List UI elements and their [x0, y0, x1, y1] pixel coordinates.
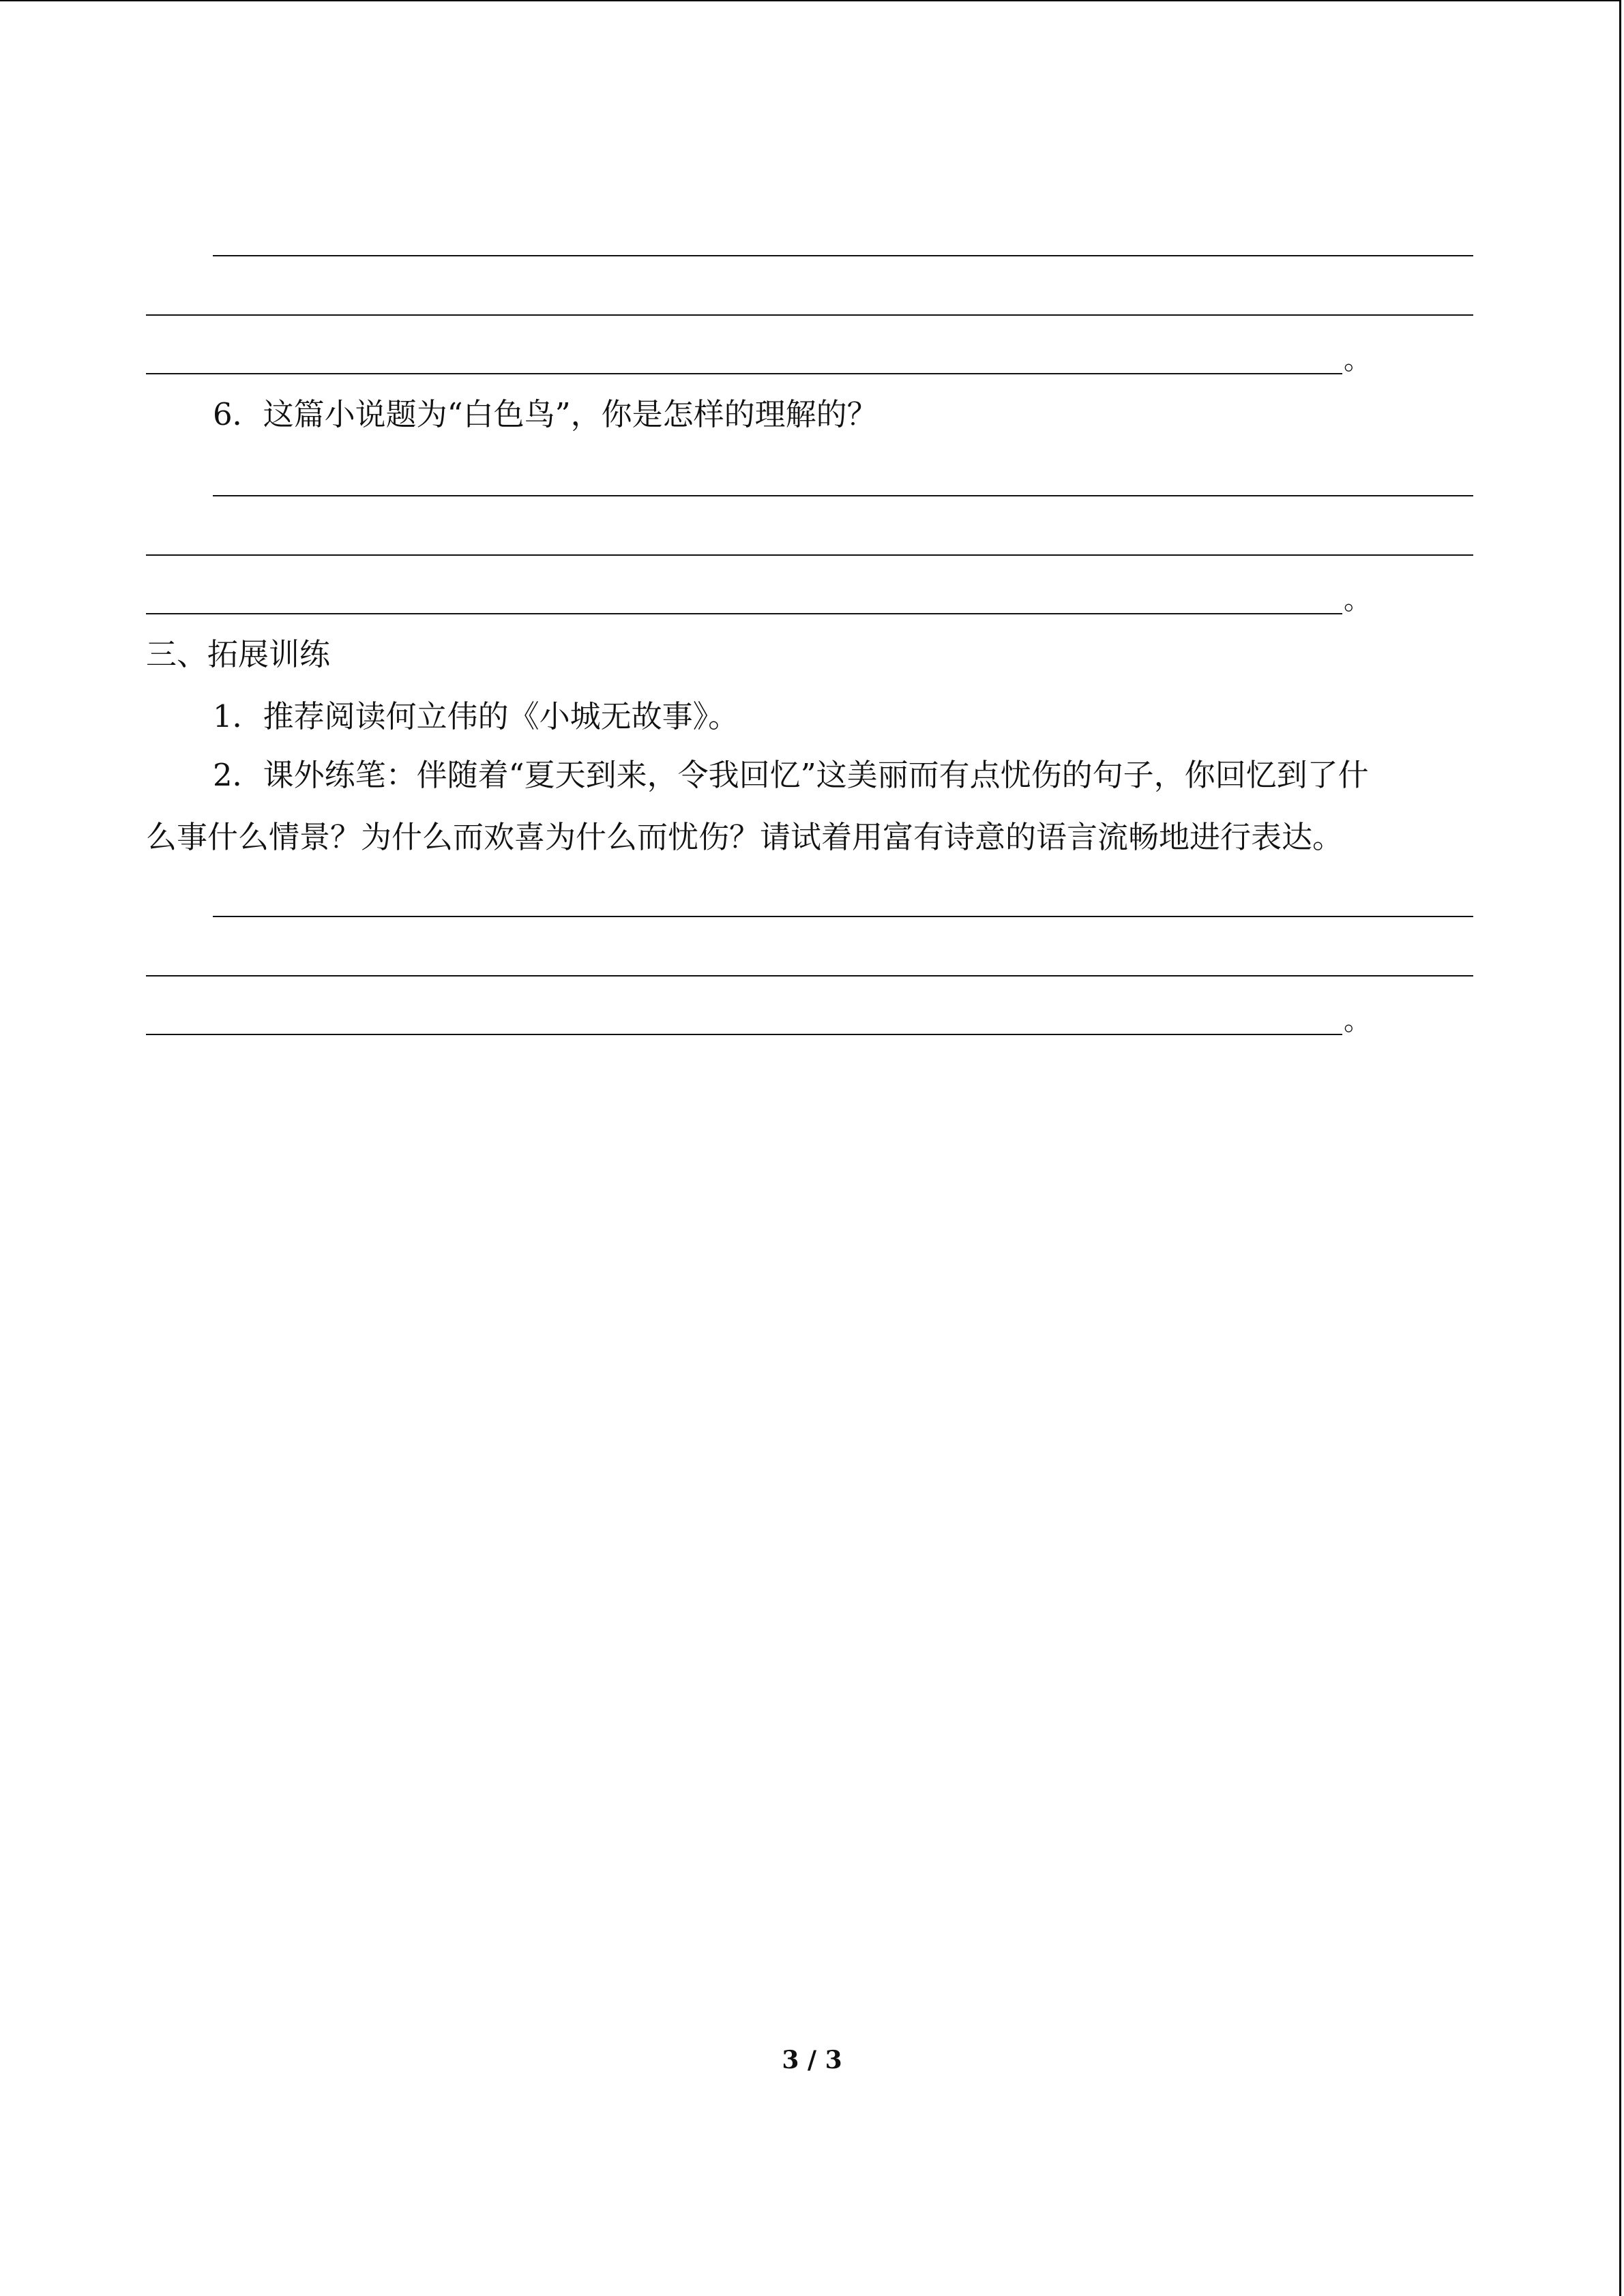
- answer-line[interactable]: [146, 554, 1473, 556]
- answer-line[interactable]: [213, 255, 1473, 256]
- answer-line[interactable]: [213, 495, 1473, 496]
- answer-line[interactable]: [146, 1034, 1342, 1035]
- section-3-item-1: 1．推荐阅读何立伟的《小城无故事》。: [213, 698, 739, 734]
- page-number: 3 / 3: [782, 2046, 842, 2074]
- section-3-item-2-line-2: 么事什么情景？为什么而欢喜为什么而忧伤？请试着用富有诗意的语言流畅地进行表达。: [146, 819, 1344, 855]
- answer-period: 。: [1344, 1005, 1371, 1037]
- answer-line[interactable]: [146, 975, 1473, 976]
- answer-period: 。: [1344, 344, 1371, 376]
- answer-line[interactable]: [146, 373, 1342, 374]
- section-3-heading: 三、拓展训练: [146, 636, 331, 672]
- answer-period: 。: [1344, 584, 1371, 616]
- section-3-item-2-line-1: 2．课外练笔：伴随着“夏天到来，令我回忆”这美丽而有点忧伤的句子，你回忆到了什: [213, 757, 1369, 793]
- answer-line[interactable]: [146, 314, 1473, 316]
- answer-line[interactable]: [213, 916, 1473, 917]
- answer-line[interactable]: [146, 613, 1342, 614]
- question-6-text: 6．这篇小说题为“白色鸟”，你是怎样的理解的？: [213, 396, 878, 432]
